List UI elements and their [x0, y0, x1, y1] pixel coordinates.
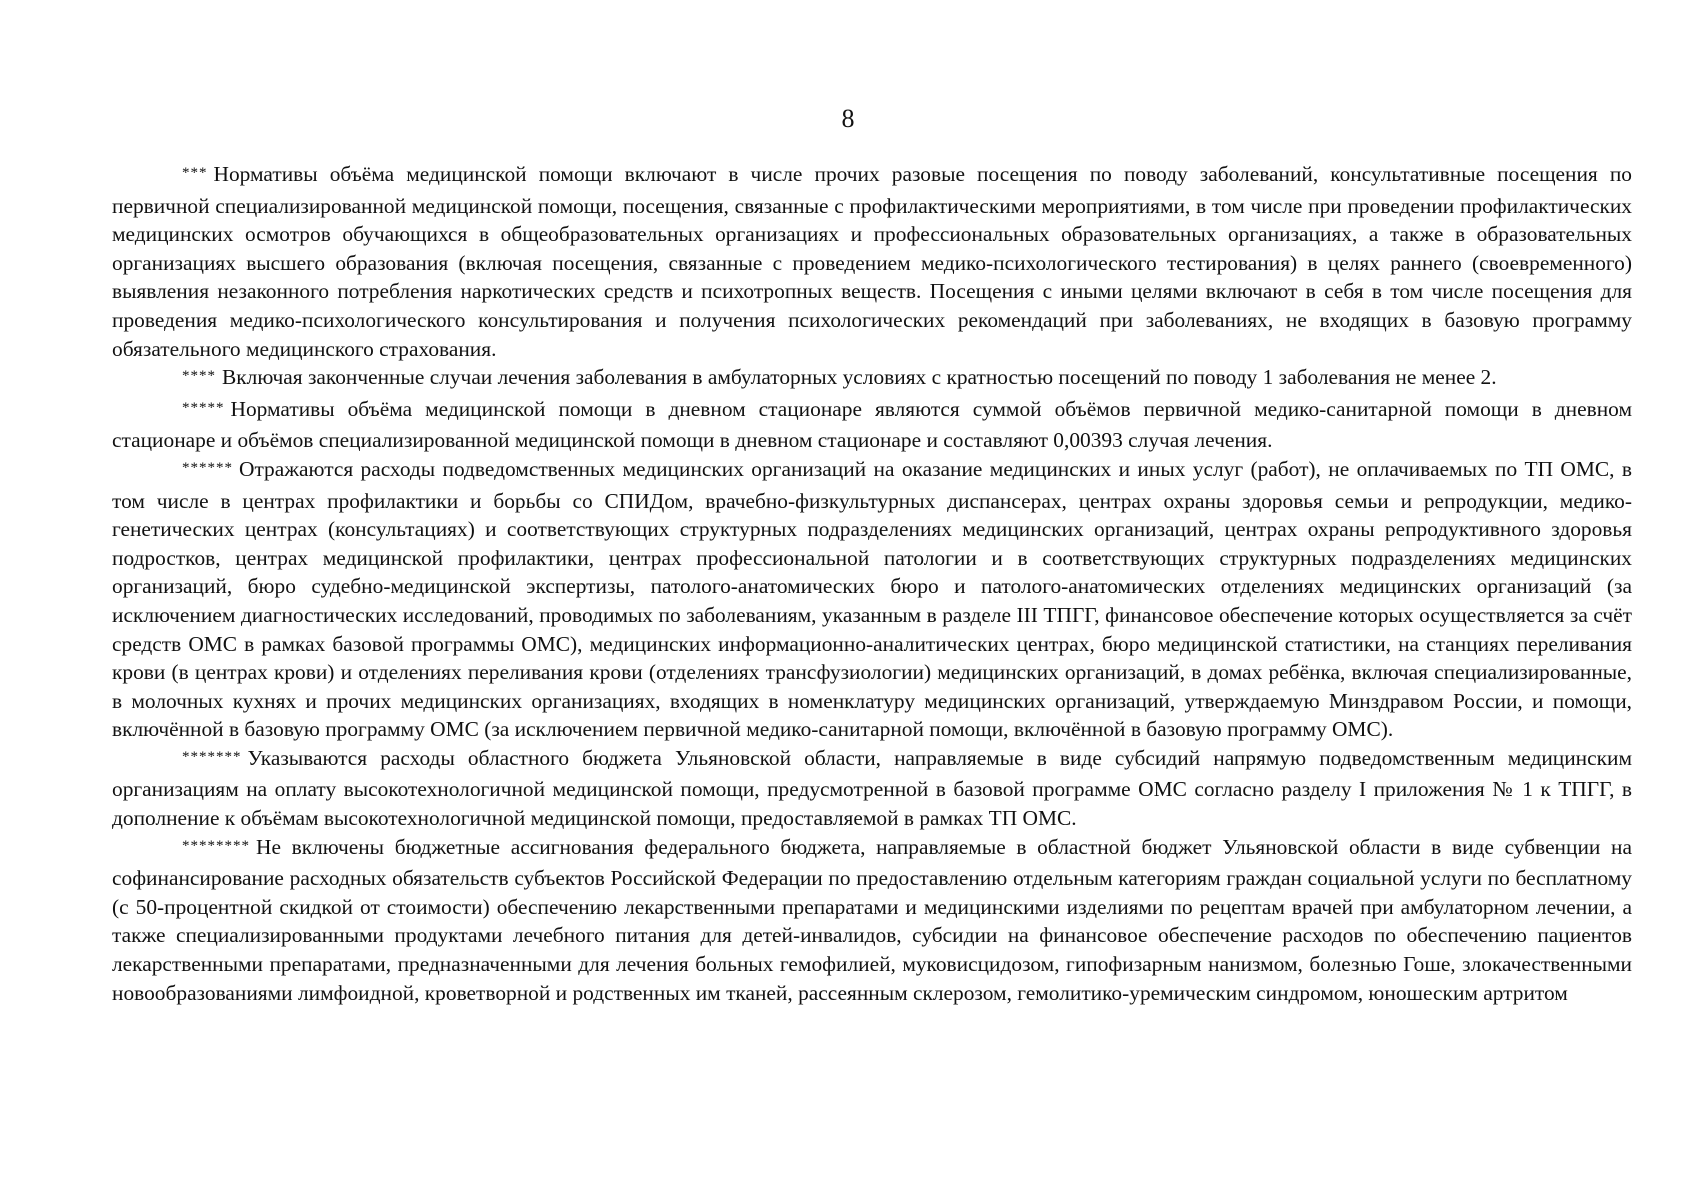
- footnote-4: [112, 363, 1632, 395]
- footnote-3: [112, 160, 1632, 363]
- footnote-6: [112, 455, 1632, 744]
- footnote-mark: ********: [182, 837, 250, 854]
- footnote-text: Включая законченные случаи лечения заболевания в амбулаторных условиях с кратностью посещений по поводу 1 заболевания не менее 2.: [222, 365, 1497, 390]
- page-number: 8: [841, 104, 855, 133]
- footnote-5: [112, 395, 1632, 455]
- footnote-mark: *******: [182, 748, 242, 765]
- footnote-text: Указываются расходы областного бюджета Ульяновской области, направляемые в виде субсидий напрямую подведомственным медицинским организациям на оплату высокотехнологичной медицинской помощи, предусмотренной в базовой программе ОМС согласно разделу I приложения № 1 к ТПГГ, в дополнение к объёмам высокотехнологичной медицинской помощи, предоставляемой в рамках ТП ОМС.: [112, 745, 1632, 831]
- footnote-text: Нормативы объёма медицинской помощи в дневном стационаре являются суммой объёмов первичной медико-санитарной помощи в дневном стационаре и объёмов специализированной медицинской помощи в дневном стационаре и составляют 0,00393 случая лечения.: [112, 396, 1632, 453]
- footnote-mark: ***: [182, 165, 208, 181]
- footnote-text: Отражаются расходы подведомственных медицинских организаций на оказание медицинских и иных услуг (работ), не оплачиваемых по ТП ОМС, в том числе в центрах профилактики и борьбы со СПИДом, врачебно-физкультурных диспансерах, центрах охраны здоровья семьи и репродукции, медико-генетических центрах (консультациях) и соответствующих структурных подразделениях медицинских организаций, центрах охраны репродуктивного здоровья подростков, центрах медицинской профилактики, центрах профессиональной патологии и в соответствующих структурных подразделениях медицинских организаций, бюро судебно-медицинской экспертизы, патолого-анатомических бюро и патолого-анатомических отделениях медицинских организаций (за исключением диагностических исследований, проводимых по заболеваниям, указанным в разделе III ТПГГ, финансовое обеспечение которых осуществляется за счёт средств ОМС в рамках базовой программы ОМС), медицинских информационно-аналитических центрах, бюро медицинской статистики, на станциях переливания крови (в центрах крови) и отделениях переливания крови (отделениях трансфузиологии) медицинских организаций, в домах ребёнка, включая специализированные, в молочных кухнях и прочих медицинских организациях, входящих в номенклатуру медицинских организаций, утверждаемую Минздравом России, и помощи, включённой в базовую программу ОМС (за исключением первичной медико-санитарной помощи, включённой в базовую программу ОМС).: [112, 456, 1632, 742]
- footnotes-section: [112, 160, 1632, 1007]
- footnote-7: [112, 744, 1632, 833]
- footnote-mark: ****: [182, 368, 216, 385]
- footnote-text: Нормативы объёма медицинской помощи включают в числе прочих разовые посещения по поводу заболеваний, консультативные посещения по первичной специализированной медицинской помощи, посещения, связанные с профилактическими мероприятиями, в том числе при проведении профилактических медицинских осмотров обучающихся в общеобразовательных организациях и профессиональных образовательных организациях, а также в образовательных организациях высшего образования (включая посещения, связанные с проведением медико-психологического тестирования) в целях раннего (своевременного) выявления незаконного потребления наркотических средств и психотропных веществ. Посещения с иными целями включают в себя в том числе посещения для проведения медико-психологического консультирования и получения психологических рекомендаций при заболеваниях, не входящих в базовую программу обязательного медицинского страхования.: [112, 162, 1632, 361]
- footnote-mark: *****: [182, 399, 225, 416]
- footnote-8: [112, 833, 1632, 1008]
- footnote-mark: ******: [182, 459, 233, 476]
- footnote-text: Не включены бюджетные ассигнования федерального бюджета, направляемые в областной бюджет Ульяновской области в виде субвенции на софинансирование расходных обязательств субъектов Российской Федерации по предоставлению отдельным категориям граждан социальной услуги по бесплатному (с 50-процентной скидкой от стоимости) обеспечению лекарственными препаратами и медицинскими изделиями по рецептам врачей при амбулаторном лечении, а также специализированными продуктами лечебного питания для детей-инвалидов, субсидии на финансовое обеспечение расходов по обеспечению пациентов лекарственными препаратами, предназначенными для лечения больных гемофилией, муковисцидозом, гипофизарным нанизмом, болезнью Гоше, злокачественными новообразованиями лимфоидной, кроветворной и родственных им тканей, рассеянным склерозом, гемолитико-уремическим синдромом, юношеским артритом: [112, 834, 1632, 1005]
